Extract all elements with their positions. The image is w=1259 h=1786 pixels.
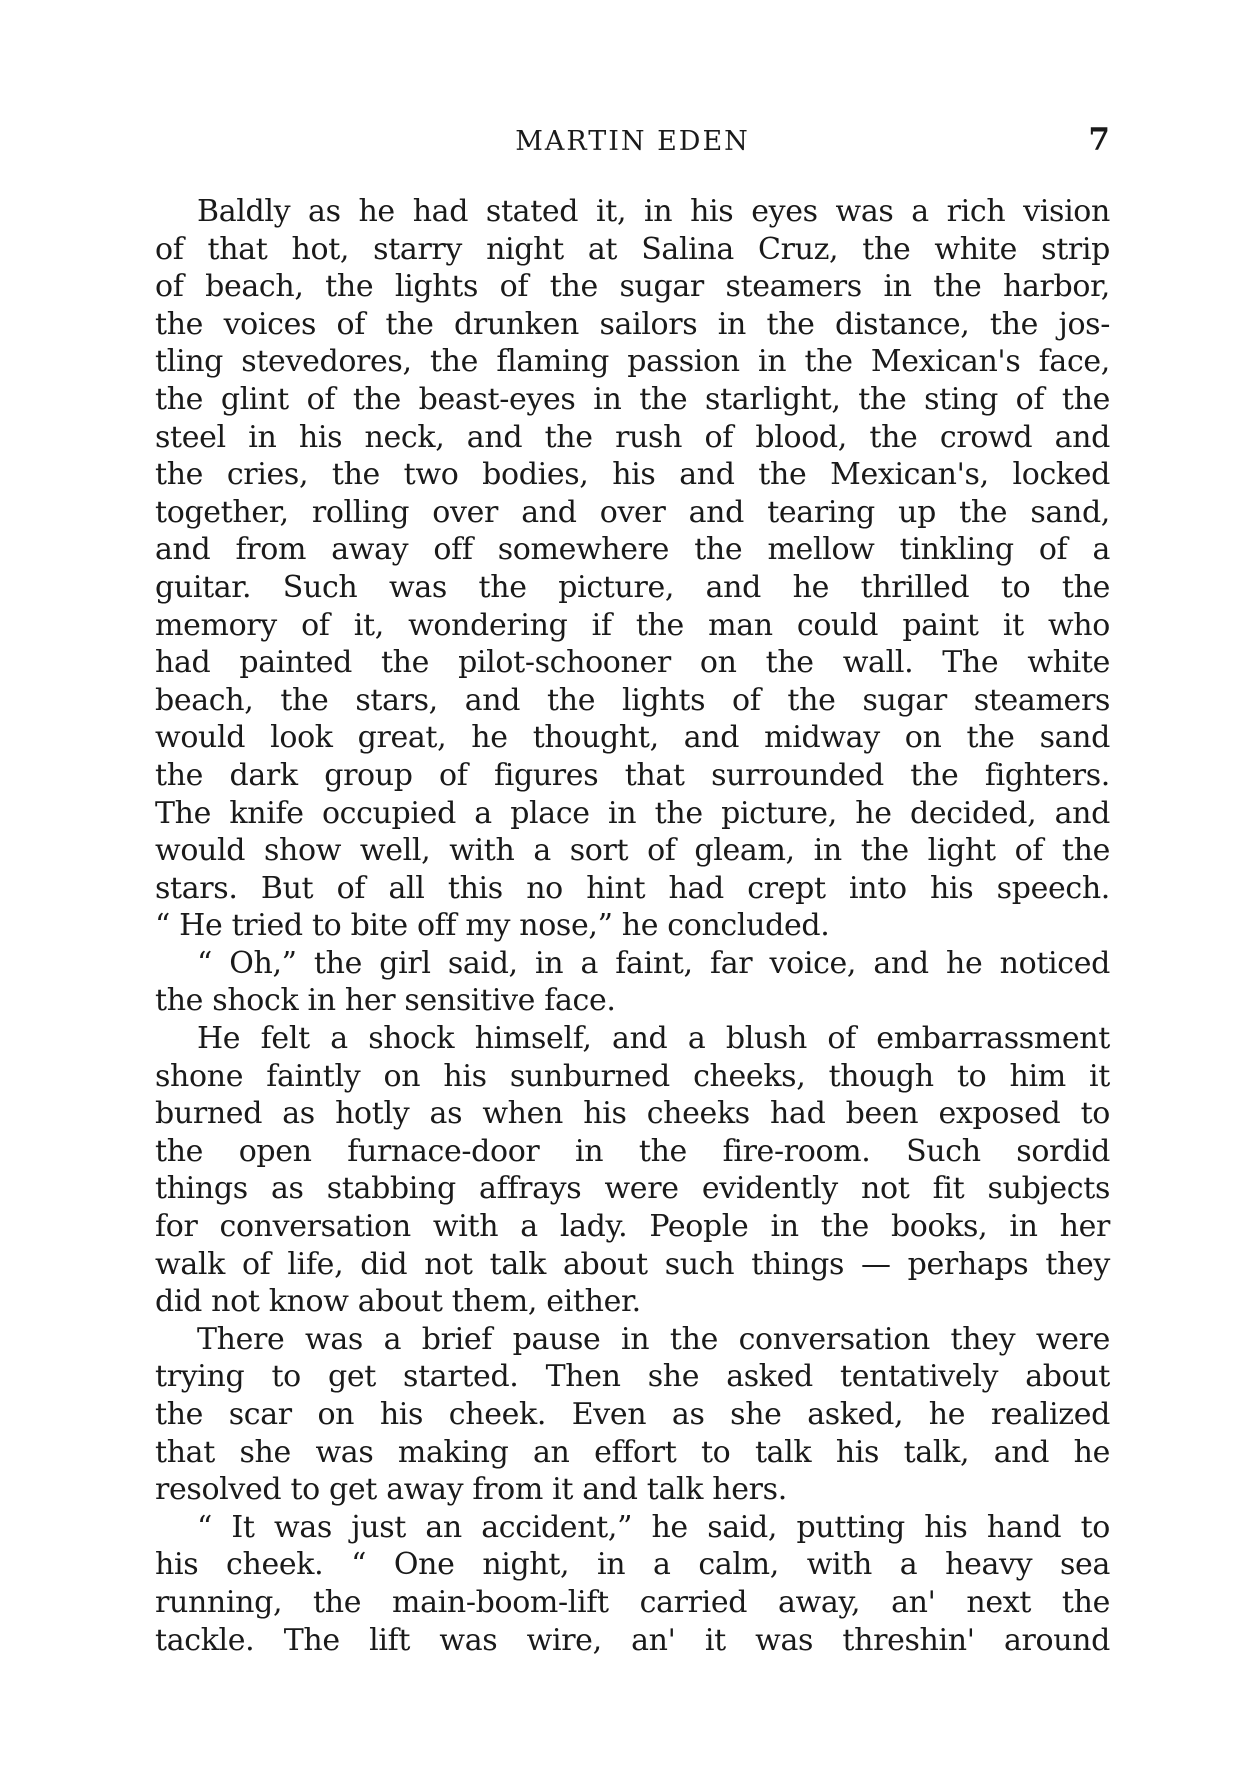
body-text xyxy=(155,193,1110,1659)
text-line: of that hot, starry night at Salina Cruz, the white strip xyxy=(155,231,1110,267)
text-line: his cheek. “ One night, in a calm, with a heavy sea xyxy=(155,1547,1110,1583)
text-line: shone faintly on his sunburned cheeks, though to him it xyxy=(155,1058,1110,1094)
text-line: would show well, with a sort of gleam, in the light of the xyxy=(155,833,1110,869)
text-line: burned as hotly as when his cheeks had been exposed to xyxy=(155,1096,1110,1132)
text-line: memory of it, wondering if the man could paint it who xyxy=(155,607,1110,643)
text-line: that she was making an effort to talk his talk, and he xyxy=(155,1434,1110,1470)
text-line: “ It was just an accident,” he said, putting his hand to xyxy=(197,1509,1110,1545)
text-line: He felt a shock himself, and a blush of embarrassment xyxy=(197,1021,1110,1057)
text-line: tackle. The lift was wire, an' it was threshin' around xyxy=(155,1622,1110,1658)
text-line: and from away off somewhere the mellow tinkling of a xyxy=(155,532,1110,568)
text-line: the shock in her sensitive face. xyxy=(155,983,616,1019)
text-line: walk of life, did not talk about such things — perhaps they xyxy=(155,1246,1110,1282)
text-line: did not know about them, either. xyxy=(155,1284,641,1320)
text-line: together, rolling over and over and tearing up the sand, xyxy=(155,494,1110,530)
text-line: “ He tried to bite off my nose,” he concluded. xyxy=(155,908,830,944)
page-number: 7 xyxy=(1088,122,1110,158)
text-line: would look great, he thought, and midway on the sand xyxy=(155,720,1110,756)
text-line: resolved to get away from it and talk hers. xyxy=(155,1472,787,1508)
text-line: the glint of the beast-eyes in the starlight, the sting of the xyxy=(155,381,1110,417)
text-line: had painted the pilot-schooner on the wall. The white xyxy=(155,645,1110,681)
text-line: The knife occupied a place in the picture, he decided, and xyxy=(155,795,1110,831)
text-line: tling stevedores, the flaming passion in the Mexican's face, xyxy=(155,344,1110,380)
text-line: the cries, the two bodies, his and the Mexican's, locked xyxy=(155,457,1110,493)
text-line: things as stabbing affrays were evidently not fit subjects xyxy=(155,1171,1110,1207)
text-line: the scar on his cheek. Even as she asked, he realized xyxy=(155,1397,1110,1432)
running-head xyxy=(155,122,1110,162)
text-line: There was a brief pause in the conversation they were xyxy=(197,1321,1110,1357)
text-line: the voices of the drunken sailors in the distance, the jos- xyxy=(155,306,1110,342)
text-line: stars. But of all this no hint had crept into his speech. xyxy=(155,870,1110,906)
text-line: guitar. Such was the picture, and he thrilled to the xyxy=(155,569,1110,605)
text-line: “ Oh,” the girl said, in a faint, far voice, and he noticed xyxy=(197,945,1110,981)
text-line: the dark group of figures that surrounded the fighters. xyxy=(155,757,1110,793)
running-title: MARTIN EDEN xyxy=(515,126,750,157)
text-line: running, the main-boom-lift carried away, an' next the xyxy=(155,1584,1110,1620)
text-line: steel in his neck, and the rush of blood, the crowd and xyxy=(155,419,1110,455)
text-line: beach, the stars, and the lights of the sugar steamers xyxy=(155,682,1110,718)
text-line: of beach, the lights of the sugar steamers in the harbor, xyxy=(155,269,1110,305)
text-line: the open furnace-door in the fire-room. Such sordid xyxy=(155,1133,1110,1169)
text-line: for conversation with a lady. People in the books, in her xyxy=(155,1209,1110,1245)
text-line: trying to get started. Then she asked tentatively about xyxy=(155,1359,1110,1395)
text-line: Baldly as he had stated it, in his eyes was a rich vision xyxy=(197,194,1110,229)
